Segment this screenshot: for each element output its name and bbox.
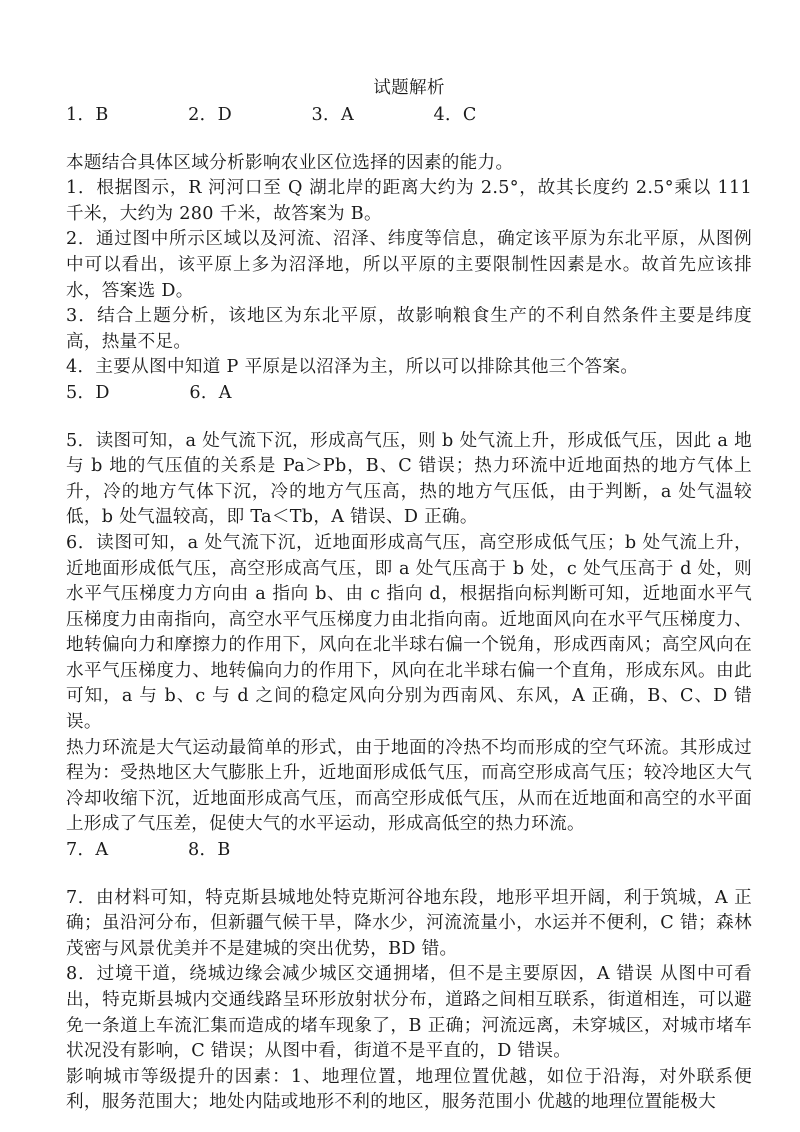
answer-key-7-8: 7．A 8．B	[66, 840, 231, 861]
answer-key-5-6: 5．D 6．A	[66, 382, 232, 403]
spacer	[66, 864, 752, 886]
explanation-q3: 3．结合上题分析，该地区为东北平原，故影响粮食生产的不利自然条件主要是纬度高，热量不足。	[66, 306, 752, 352]
spacer	[66, 129, 752, 151]
explanation-q8: 8．过境干道，绕城边缘会减少城区交通拥堵，但不是主要原因，A 错误 从图中可看出，特克斯县城内交通线路呈环形放射状分布，道路之间相互联系，街道相连，可以避免一条道上车流汇集而造成的堵车现象了，B 正确；河流远离，未穿城区，对城市堵车状况没有影响，C 错误；从图中看，街道不是平直的，D 错误。	[66, 964, 752, 1062]
spacer	[66, 407, 752, 429]
explanation-q7: 7．由材料可知，特克斯县城地处特克斯河谷地东段，地形平坦开阔，利于筑城，A 正确；虽沿河分布，但新疆气候干旱，降水少，河流流量小，水运并不便利，C 错；森林茂密与风景优美并不是建城的突出优势，BD 错。	[66, 887, 752, 959]
page-title: 试题解析	[373, 78, 445, 98]
explanation-q4: 4．主要从图中知道 P 平原是以沼泽为主，所以可以排除其他三个答案。	[66, 357, 639, 378]
answer-key-1-4: 1．B 2．D 3．A 4．C	[66, 105, 477, 125]
explanation-q1: 1．根据图示，R 河河口至 Q 湖北岸的距离大约为 2.5°，故其长度约 2.5°乘以 111 千米，大约为 280 千米，故答案为 B。	[66, 178, 752, 224]
explanation-q2: 2．通过图中所示区域以及河流、沼泽、纬度等信息，确定该平原为东北平原，从图例中可以看出，该平原上多为沼泽地，所以平原的主要限制性因素是水。故首先应该排水，答案选 D。	[66, 229, 752, 301]
explanation-q6: 6．读图可知，a 处气流下沉，近地面形成高气压，高空形成低气压；b 处气流上升，近地面形成低气压，高空形成高气压，即 a 处气压高于 b 处，c 处气压高于 d 处，则水平气压梯度力方向由 a 指向 b、由 c 指向 d，根据指向标判断可知，近地面水平气压梯度力由南指向，高空水平气压梯度力由北指向南。近地面风向在水平气压梯度力、地转偏向力和摩擦力的作用下，风向在北半球右偏一个锐角，形成西南风；高空风向在水平气压梯度力、地转偏向力的作用下，风向在北半球右偏一个直角，形成东风。由此可知，a 与 b、c 与 d 之间的稳定风向分别为西南风、东风，A 正确，B、C、D 错误。	[66, 532, 752, 733]
city-level-factors: 影响城市等级提升的因素：1、地理位置，地理位置优越，如位于沿海，对外联系便利，服务范围大；地处内陆或地形不利的地区，服务范围小 优越的地理位置能极大	[66, 1066, 752, 1113]
explanation-q5: 5．读图可知，a 处气流下沉，形成高气压，则 b 处气流上升，形成低气压，因此 a 地与 b 地的气压值的关系是 Pa＞Pb，B、C 错误；热力环流中近地面热的地方气体上升，冷的地方气体下沉，冷的地方气压高，热的地方气压低，由于判断，a 处气温较低，b 处气温较高，即 Ta＜Tb，A 错误、D 正确。	[66, 430, 752, 528]
thermal-circulation-note: 热力环流是大气运动最简单的形式，由于地面的冷热不均而形成的空气环流。其形成过程为：受热地区大气膨胀上升，近地面形成低气压，而高空形成高气压；较冷地区大气冷却收缩下沉，近地面形成高气压，而高空形成低气压，从而在近地面和高空的水平面上形成了气压差，促使大气的水平运动，形成高低空的热力环流。	[66, 737, 752, 835]
intro-paragraph: 本题结合具体区域分析影响农业区位选择的因素的能力。	[66, 152, 514, 173]
